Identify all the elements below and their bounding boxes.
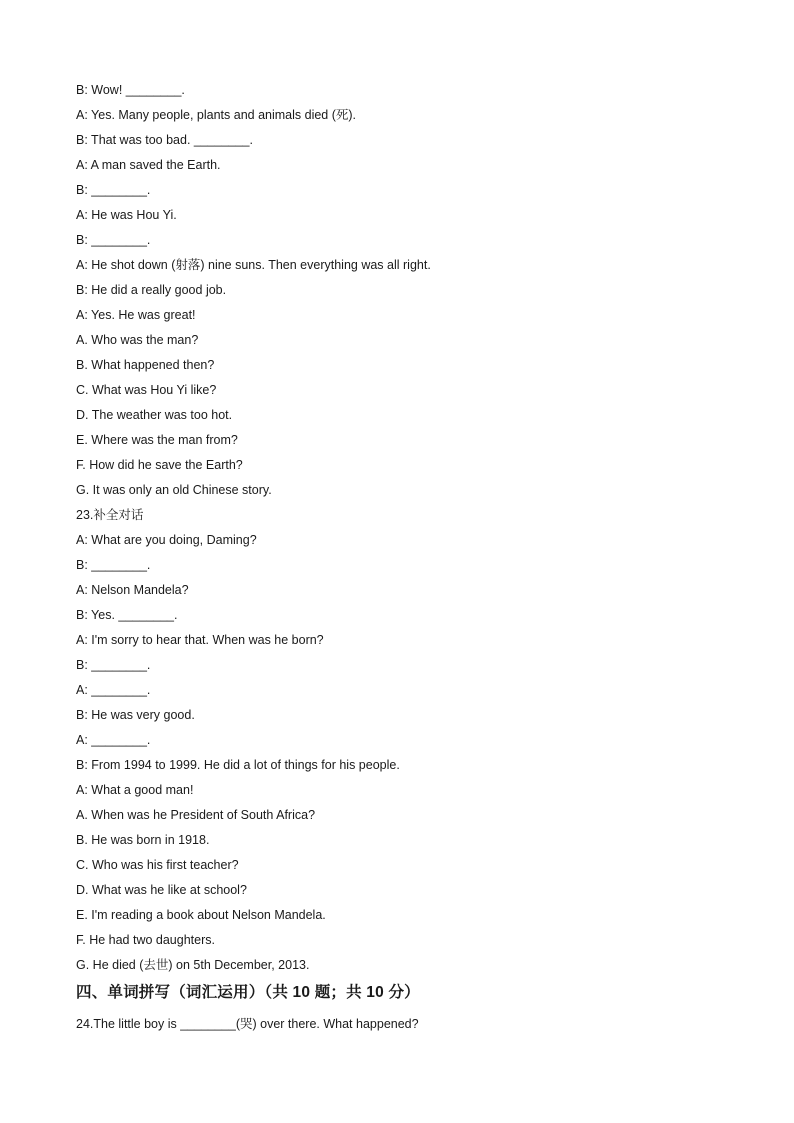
option-item: E. I'm reading a book about Nelson Mandela. (76, 908, 326, 922)
dialogue-line: B: That was too bad. ________. (76, 133, 253, 147)
dialogue-line: A: What are you doing, Daming? (76, 533, 257, 547)
dialogue-2 (76, 528, 726, 803)
option-item: A. Who was the man? (76, 333, 199, 347)
dialogue-line: B: ________. (76, 558, 151, 572)
question-24: 24.The little boy is ________(哭) over there. What happened? (76, 1017, 419, 1031)
dialogue-line: B: ________. (76, 233, 151, 247)
option-item: G. He died (去世) on 5th December, 2013. (76, 958, 310, 972)
dialogue-line: A: A man saved the Earth. (76, 158, 221, 172)
question-23-title: 23.补全对话 (76, 508, 144, 522)
dialogue-line: A: He was Hou Yi. (76, 208, 177, 222)
option-item: D. The weather was too hot. (76, 408, 233, 422)
dialogue-line: B: He was very good. (76, 708, 195, 722)
dialogue-line: B: From 1994 to 1999. He did a lot of things for his people. (76, 758, 400, 772)
option-item: F. How did he save the Earth? (76, 458, 243, 472)
option-item: G. It was only an old Chinese story. (76, 483, 272, 497)
dialogue-1 (76, 78, 726, 328)
option-item: F. He had two daughters. (76, 933, 215, 947)
dialogue-line: A: He shot down (射落) nine suns. Then everything was all right. (76, 258, 431, 272)
dialogue-line: A: ________. (76, 683, 151, 697)
option-item: D. What was he like at school? (76, 883, 247, 897)
dialogue-line: B: Yes. ________. (76, 608, 178, 622)
option-item: B. He was born in 1918. (76, 833, 210, 847)
dialogue-line: A: Nelson Mandela? (76, 583, 189, 597)
option-item: A. When was he President of South Africa? (76, 808, 316, 822)
dialogue-line: A: Yes. He was great! (76, 308, 196, 322)
options-2 (76, 803, 726, 978)
dialogue-line: B: ________. (76, 183, 151, 197)
dialogue-line: B: ________. (76, 658, 151, 672)
option-item: C. Who was his first teacher? (76, 858, 239, 872)
dialogue-line: A: Yes. Many people, plants and animals died (死). (76, 108, 357, 122)
dialogue-line: A: What a good man! (76, 783, 194, 797)
dialogue-line: B: He did a really good job. (76, 283, 227, 297)
option-item: B. What happened then? (76, 358, 215, 372)
dialogue-line: B: Wow! ________. (76, 83, 185, 97)
dialogue-line: A: ________. (76, 733, 151, 747)
option-item: C. What was Hou Yi like? (76, 383, 217, 397)
options-1 (76, 328, 726, 503)
page-content (76, 78, 726, 1037)
section-4-heading: 四、单词拼写（词汇运用）（共 10 题；共 10 分） (76, 984, 420, 1001)
option-item: E. Where was the man from? (76, 433, 238, 447)
dialogue-line: A: I'm sorry to hear that. When was he born? (76, 633, 324, 647)
